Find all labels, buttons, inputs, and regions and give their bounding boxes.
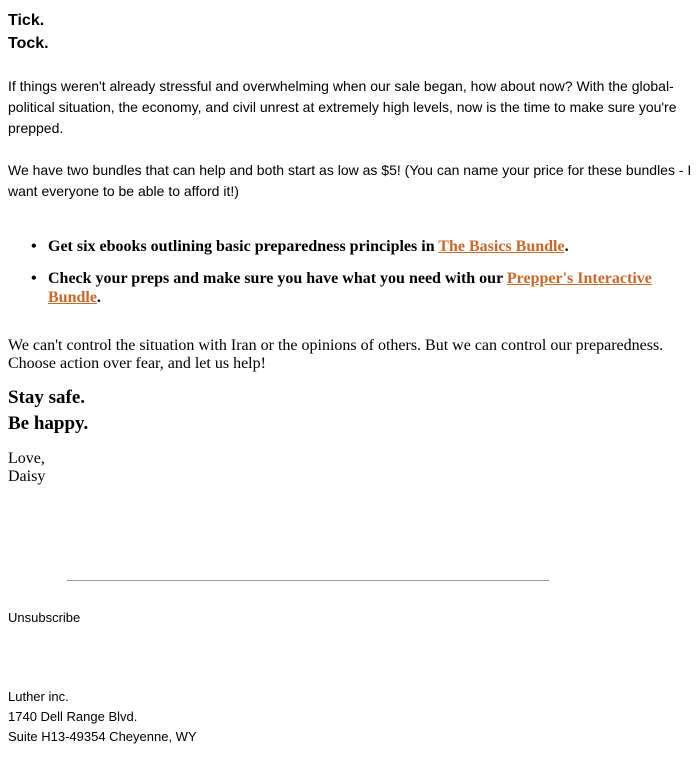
bundle-list-item-interactive [31,269,692,307]
bundle-interactive-suffix: . [96,289,101,306]
love-text: Love, [8,450,45,467]
heading-tick: Tick. [8,12,45,29]
footer-address [8,687,197,747]
bullet-icon: • [31,270,37,287]
bullet-icon: • [31,238,37,255]
be-happy-text: Be happy. [8,413,89,434]
intro-paragraph-2: We have two bundles that can help and both start as low as $5! (You can name your price for these bundles - I want everyone to be able to afford it!) [8,162,692,199]
intro-paragraph-1: If things weren't already stressful and overwhelming when our sale began, how about now? With the global-political situation, the economy, and civil unrest at extremely high levels, now is the time to make sure you're prepped. [8,78,677,136]
control-paragraph: We can't control the situation with Iran or the opinions of others. But we can control our preparedness. Choose action over fear, and let us help! [8,337,664,372]
basics-bundle-link[interactable]: The Basics Bundle [438,238,565,255]
signoff [8,450,692,486]
street-address: 1740 Dell Range Blvd. [8,709,138,724]
company-name: Luther inc. [8,689,69,704]
heading-tock: Tock. [8,35,49,52]
unsubscribe-link[interactable]: Unsubscribe [8,610,81,625]
city-address: Suite H13-49354 Cheyenne, WY [8,729,197,744]
bundle-list [8,237,692,307]
interactive-bundle-link[interactable]: Prepper's Interactive Bundle [48,270,652,306]
tick-tock-heading [8,0,692,55]
bundle-list-item-basics [31,237,692,256]
bundle-interactive-text: Check your preps and make sure you have what you need with our [48,270,507,287]
bundle-basics-text: Get six ebooks outlining basic preparedness principles in [48,238,439,255]
bundle-basics-suffix: . [564,238,569,255]
footer-divider [67,580,549,581]
stay-safe-text: Stay safe. [8,387,86,408]
stay-safe-block [8,385,692,437]
signature-text: Daisy [8,468,46,485]
